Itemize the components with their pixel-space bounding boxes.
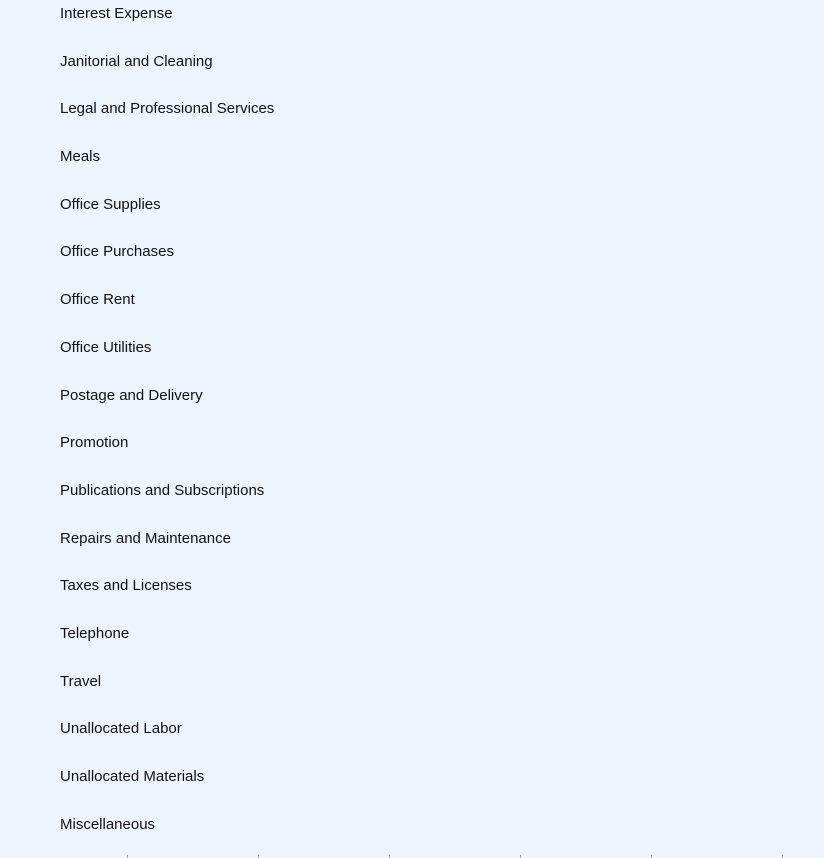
expense-category-item: Repairs and Maintenance (60, 529, 231, 547)
expense-category-item: Office Supplies (60, 195, 161, 213)
expense-category-item: Taxes and Licenses (60, 577, 192, 595)
expense-category-item: Travel (60, 672, 102, 690)
expense-category-item: Interest Expense (60, 5, 173, 22)
expense-category-item: Office Utilities (60, 338, 152, 356)
expense-category-item: Publications and Subscriptions (60, 481, 265, 499)
expense-category-item: Unallocated Materials (60, 768, 205, 785)
expense-category-item: Legal and Professional Services (60, 100, 275, 118)
expense-category-item: Miscellaneous (60, 815, 156, 833)
expense-category-item: Postage and Delivery (60, 386, 203, 404)
expense-category-item: Office Rent (60, 291, 135, 309)
expense-category-item: Telephone (60, 624, 130, 642)
expense-category-item: Promotion (60, 434, 129, 452)
expense-category-item: Unallocated Labor (60, 720, 182, 738)
expense-category-item: Meals (60, 148, 101, 166)
expense-category-item: Office Purchases (60, 243, 174, 261)
expense-category-list (60, 0, 274, 858)
expense-category-item: Janitorial and Cleaning (60, 52, 213, 70)
